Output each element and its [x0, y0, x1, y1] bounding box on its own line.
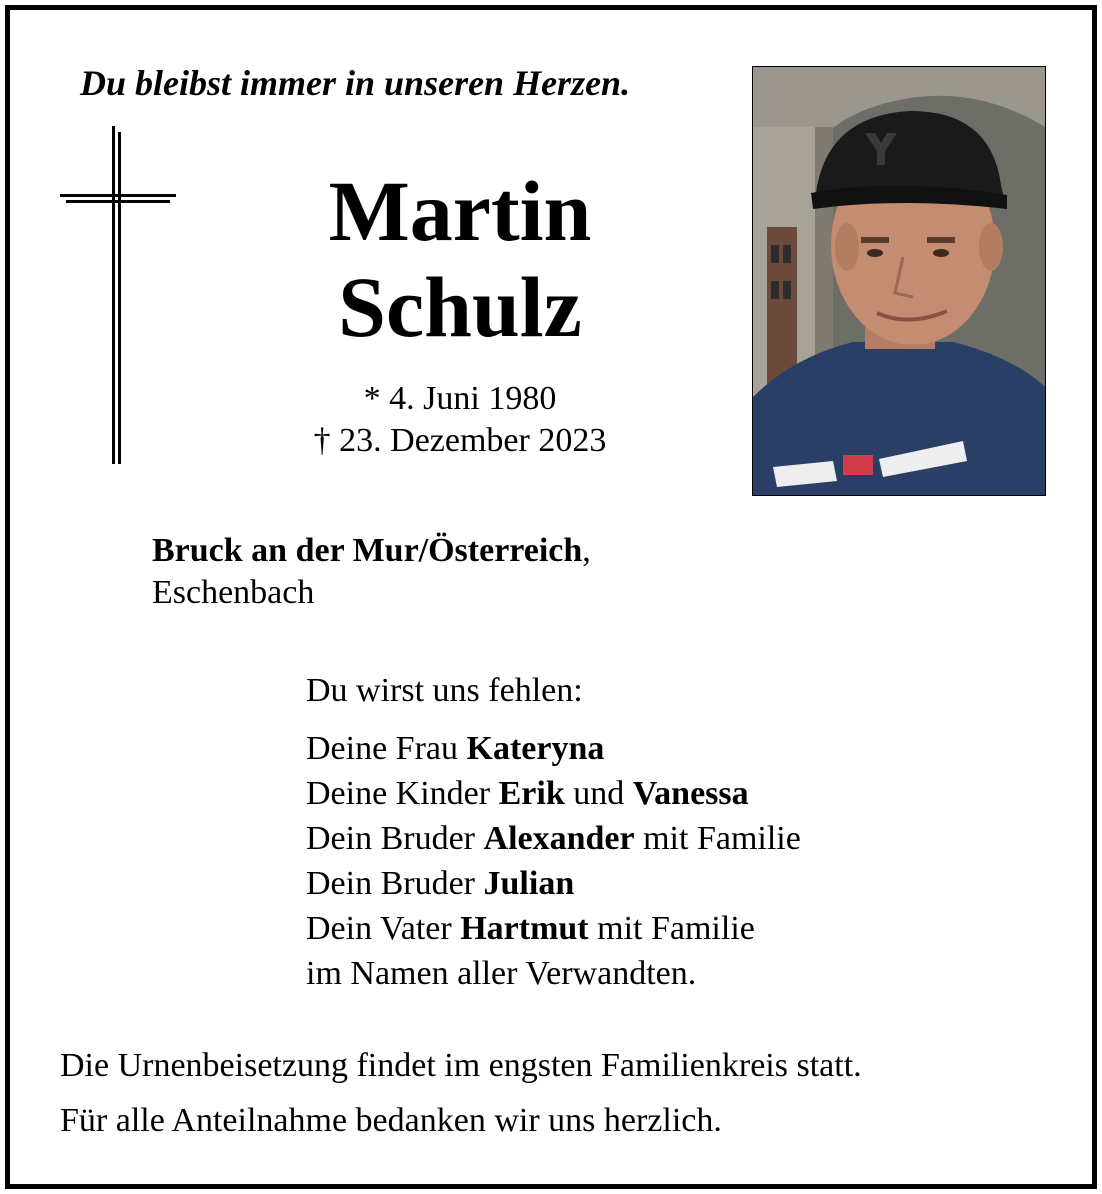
mourner-name: Julian: [483, 865, 575, 902]
mourner-line: [306, 726, 801, 771]
suffix-text: mit Familie: [588, 910, 755, 947]
motto: Du bleibst immer in unseren Herzen.: [80, 63, 631, 103]
mourner-name: Kateryna: [466, 730, 605, 767]
mourner-name: Erik: [498, 775, 565, 812]
relation-text: Dein Vater: [306, 910, 461, 947]
residence: [152, 530, 591, 614]
residence-secondary: Eschenbach: [152, 574, 315, 611]
mourner-name: Hartmut: [460, 910, 589, 947]
thanks-notice: Für alle Anteilnahme bedanken wir uns herzlich.: [60, 1102, 722, 1139]
mourner-line: [306, 861, 801, 906]
birth-date: * 4. Juni 1980: [363, 380, 557, 417]
relation-text: Dein Bruder: [306, 820, 484, 857]
cross-icon: [58, 126, 178, 466]
last-name: Schulz: [338, 259, 582, 355]
residence-primary: Bruck an der Mur/Österreich: [152, 532, 583, 569]
closing-notice: [60, 1038, 862, 1148]
burial-notice: Die Urnenbeisetzung findet im engsten Familienkreis statt.: [60, 1047, 862, 1084]
mourner-line-relatives: im Namen aller Verwandten.: [306, 955, 697, 992]
first-name: Martin: [328, 163, 592, 259]
mourner-line: [306, 771, 801, 816]
mourner-line: [306, 816, 801, 861]
residence-separator: ,: [582, 532, 591, 569]
mourners-intro: Du wirst uns fehlen:: [306, 672, 583, 709]
death-date: † 23. Dezember 2023: [313, 422, 607, 459]
mourners-block: [306, 672, 801, 996]
relation-text: Dein Bruder: [306, 865, 484, 902]
portrait-photo: [752, 66, 1046, 496]
suffix-text: mit Familie: [634, 820, 801, 857]
relation-text: Deine Kinder: [306, 775, 499, 812]
mourner-name: Vanessa: [632, 775, 749, 812]
mourner-line: [306, 906, 801, 951]
mourner-name: Alexander: [483, 820, 635, 857]
relation-text: Deine Frau: [306, 730, 467, 767]
connector-text: und: [564, 775, 633, 812]
